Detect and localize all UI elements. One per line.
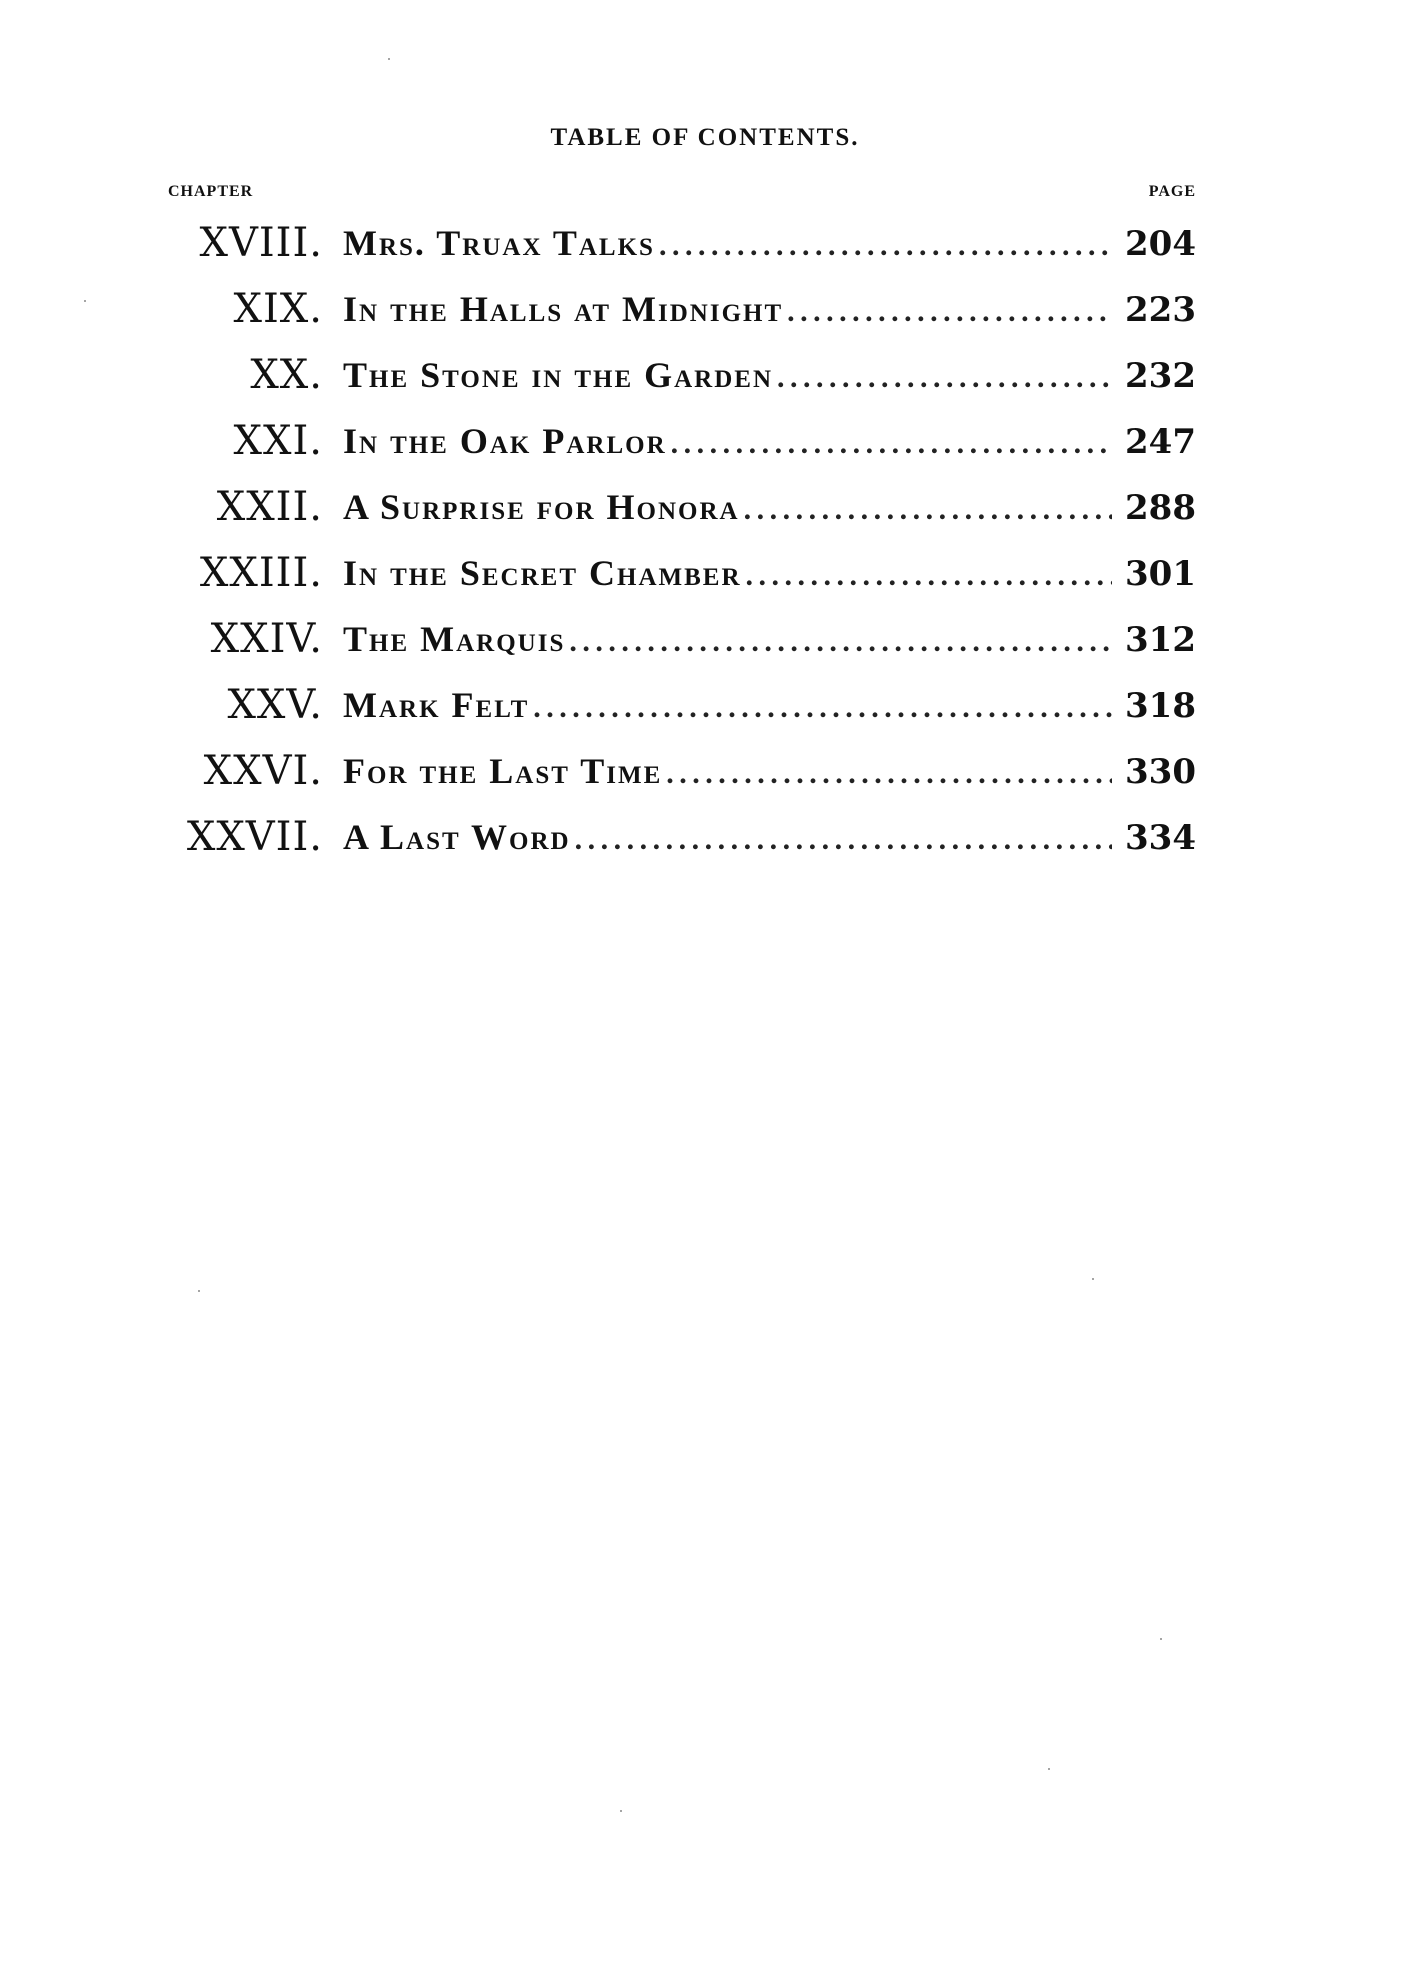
toc-entry (160, 804, 1196, 870)
chapter-entry (343, 420, 1196, 462)
chapter-title: In the Secret Chamber (343, 553, 742, 593)
toc-entry (160, 342, 1196, 408)
scan-speck (84, 300, 86, 302)
column-labels (168, 183, 1196, 207)
toc-entry (160, 276, 1196, 342)
page-title-text: TABLE OF CONTENTS. (550, 124, 860, 151)
scan-speck (1160, 1638, 1162, 1640)
page-number: 301 (1125, 554, 1196, 594)
dot-leader (533, 691, 1112, 725)
page-number: 334 (1125, 818, 1196, 858)
chapter-entry (343, 288, 1196, 330)
page-number: 330 (1125, 752, 1196, 792)
chapter-numeral: XXI. (233, 418, 323, 464)
scan-speck (198, 1290, 200, 1292)
toc-entry (160, 408, 1196, 474)
page-column-label: PAGE (1148, 183, 1196, 200)
scan-speck (388, 58, 390, 60)
dot-leader (744, 493, 1112, 527)
chapter-numeral: XXIII. (199, 550, 323, 596)
toc-entry (160, 474, 1196, 540)
page-number: 288 (1125, 488, 1196, 528)
page-number: 223 (1125, 290, 1196, 330)
dot-leader (666, 757, 1112, 791)
chapter-numeral: XXV. (227, 682, 323, 728)
chapter-numeral: XX. (250, 352, 323, 398)
chapter-entry (343, 354, 1196, 396)
dot-leader (777, 361, 1112, 395)
toc-entry (160, 672, 1196, 738)
chapter-numeral: XXIV. (210, 616, 323, 662)
scan-speck (1092, 1278, 1094, 1280)
dot-leader (671, 427, 1112, 461)
toc-entry (160, 540, 1196, 606)
chapter-entry (343, 552, 1196, 594)
chapter-entry (343, 750, 1196, 792)
chapter-title: A Surprise for Honora (343, 487, 740, 527)
chapter-column-label: CHAPTER (168, 183, 254, 200)
chapter-title: In the Oak Parlor (343, 421, 667, 461)
chapter-title: Mark Felt (343, 685, 530, 725)
toc-entry (160, 738, 1196, 804)
page-number: 312 (1125, 620, 1196, 660)
chapter-title: A Last Word (343, 817, 571, 857)
page-number: 318 (1125, 686, 1196, 726)
chapter-numeral: XXII. (216, 484, 323, 530)
dot-leader (575, 823, 1112, 857)
toc-entry (160, 606, 1196, 672)
chapter-entry (343, 222, 1196, 264)
chapter-numeral: XXVII. (186, 814, 323, 860)
page-number: 247 (1125, 422, 1196, 462)
page-title (0, 124, 1410, 152)
page-number: 232 (1125, 356, 1196, 396)
chapter-entry (343, 618, 1196, 660)
chapter-entry (343, 816, 1196, 858)
chapter-title: The Stone in the Garden (343, 355, 774, 395)
dot-leader (659, 229, 1112, 263)
chapter-numeral: XVIII. (199, 220, 323, 266)
dot-leader (787, 295, 1112, 329)
toc-list (160, 210, 1196, 870)
chapter-entry (343, 684, 1196, 726)
chapter-entry (343, 486, 1196, 528)
chapter-numeral: XIX. (233, 286, 323, 332)
dot-leader (746, 559, 1112, 593)
chapter-numeral: XXVI. (203, 748, 323, 794)
scan-speck (620, 1810, 622, 1812)
chapter-title: Mrs. Truax Talks (343, 223, 655, 263)
chapter-title: In the Halls at Midnight (343, 289, 784, 329)
chapter-title: The Marquis (343, 619, 566, 659)
scan-speck (1048, 1768, 1050, 1770)
chapter-title: For the Last Time (343, 751, 663, 791)
dot-leader (569, 625, 1112, 659)
page-number: 204 (1125, 224, 1196, 264)
toc-entry (160, 210, 1196, 276)
